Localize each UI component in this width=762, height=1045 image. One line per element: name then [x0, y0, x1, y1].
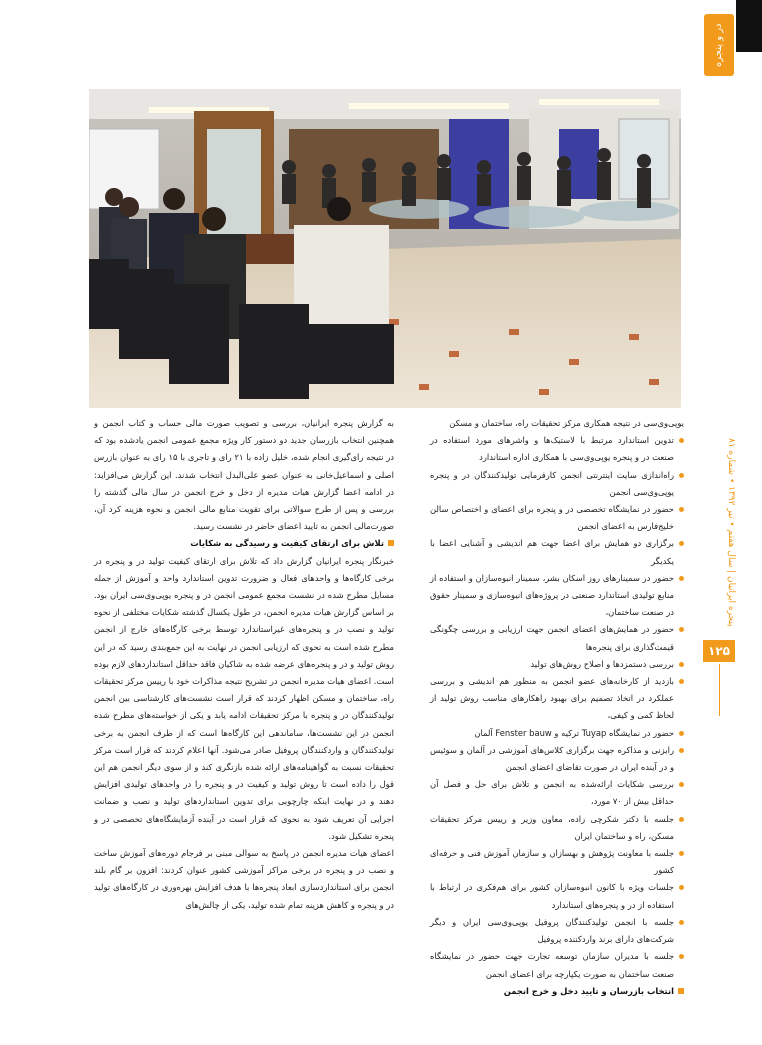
- running-title: پنجره ایرانیان | سال هفتم • تیر ۱۳۹۲ • شماره ۸۱: [726, 438, 736, 627]
- paragraph: خبرنگار پنجره ایرانیان گزارش داد که تلاش برای ارتقای کیفیت تولید در و پنجره در برخی کارگاه‌ها و واحدهای فعال و ضرورت تدوین استاندارد واحد و آموزش از جمله مسایل مطرح شده در نشست مجمع عمومی انجمن در و پنجره یوپی‌وی‌سی ایران بود. بر اساس گزارش هیات مدیره انجمن، در طول یکسال گذشته شکایات مختلفی از نحوه تولید و نصب در و پنجره‌های غیراستاندارد توسط برخی کارگاه‌های خارج از انجمن مطرح شده است به نحوی که ارزیابی انجمن در نهایت به این جمع‌بندی رسید که در این روش تولید و در و پنجره‌های عرضه شده به شاکیان فاقد حداقل استانداردهای لازم بوده است. اعضای هیات مدیره انجمن در تشریح نتیجه مذاکرات خود با رییس مرکز تحقیقات راه، ساختمان و مسکن اظهار کردند که قرار است نشست‌های کارشناسی بین انجمن تولیدکنندگان در و پنجره با مرکز تحقیقات ادامه یابد و یکی از خواسته‌های مطرح شده انجمن در این نشست‌ها، ساماندهی این کارگاه‌ها است که از طرف انجمن به برخی تولیدکنندگان و واردکنندگان پروفیل صادر می‌شود. آنها اعلام کردند که قرار است مرکز تحقیقات نسبت به گواهینامه‌های ارائه شده بازنگری کند و از سوی دیگر انجمن هم این قول را داده است تا روش تولید و کیفیت در و پنجره را در واحدهای تولیدی افزایش دهند و در نهایت اینکه چارچوبی برای تدوین استانداردهای تولید و نصب و ضمانت اجرایی آن تعریف شود به نحوی که قرار است در آینده آزمایشگاه‌های تخصصی در و پنجره تشکیل شود.: [94, 555, 394, 841]
- paragraph: به گزارش پنجره ایرانیان، بررسی و تصویب صورت مالی حساب و کتاب انجمن و همچنین انتخاب بازرسان جدید دو دستور کار ویژه مجمع عمومی انجمن یادشده بود که در نتیجه رای‌گیری انجام شده، خلیل زاده با ۲۱ رای و تاجری با ۱۵ رای به عنوان بازرس اصلی و اسماعیل‌خانی به عنوان عضو علی‌البدل انتخاب شدند. این گزارش می‌افزاید: در ادامه اعضا گزارش هیات مدیره از دخل و خرج انجمن در سال مالی گذشته را بررسی و پس از طرح سوالاتی برای تقویت منابع مالی انجمن و نحوه هزینه کرد آن، صورت‌مالی انجمن به تایید اعضای حاضر در نشست رسید.: [94, 418, 395, 532]
- meeting-photo-illustration: [89, 89, 681, 408]
- list-item: جلسه با دکتر شکرچی زاده، معاون وزیر و رییس مرکز تحقیقات مسکن، راه و ساختمان ایران: [430, 811, 684, 845]
- article-column-left: [94, 415, 394, 914]
- page-rule: [719, 664, 720, 716]
- column-intro: یوپی‌وی‌سی در نتیجه همکاری مرکز تحقیقات راه، ساختمان و مسکن: [449, 418, 684, 428]
- list-item: بازدید از کارخانه‌های عضو انجمن به منظور هم اندیشی و بررسی عملکرد در اتخاذ تصمیم برای بهبود راهکارهای مناسب روش تولید از لحاظ کمی و کیفی،: [430, 673, 684, 725]
- list-item: حضور در نمایشگاه تخصصی در و پنجره برای اعضای و اختصاص سالن خلیج‌فارس به اعضای انجمن: [430, 501, 684, 535]
- list-item: راه‌اندازی سایت اینترنتی انجمن کارفرمایی تولیدکنندگان در و پنجره یوپی‌وی‌سی انجمن: [430, 467, 684, 501]
- list-item: جلسه با انجمن تولیدکنندگان پروفیل یوپی‌وی‌سی ایران و دیگر شرکت‌های دارای برند واردکننده پروفیل: [430, 914, 684, 948]
- corner-black-bar: [736, 0, 762, 52]
- list-item: جلسات ویژه با کانون انبوه‌سازان کشور برای هم‌فکری در ارتباط با استفاده از در و پنجره‌های استاندارد: [430, 879, 684, 913]
- list-item: جلسه با مدیران سازمان توسعه تجارت جهت حضور در نمایشگاه صنعت ساختمان به صورت یکپارچه برای اعضای انجمن: [430, 948, 684, 982]
- list-item: رایزنی و مذاکره جهت برگزاری کلاس‌های آموزشی در آلمان و سوئیس و در آینده ایران در صورت تقاضای اعضای انجمن: [430, 742, 684, 776]
- list-item: برگزاری دو همایش برای اعضا جهت هم اندیشی و آشنایی اعضا با یکدیگر: [430, 535, 684, 569]
- meeting-photo: [89, 89, 681, 408]
- list-item: حضور در نمایشگاه Tuyap ترکیه و Fenster bauw آلمان: [430, 725, 684, 742]
- paragraph: اعضای هیات مدیره انجمن در پاسخ به سوالی مبنی بر فرجام دوره‌های آموزش ساخت و نصب در و پنجره در برخی مراکز آموزشی کشور عنوان کردند: افزون بر گام بلند انجمن برای استانداردسازی ابعاد پنجره‌ها با هدف افزایش بهره‌وری در کارگاه‌های تولید در و پنجره و کاهش هزینه تمام شده تولید، یکی از چالش‌های: [94, 848, 394, 910]
- article-column-right: [430, 415, 684, 1000]
- list-item: حضور در سمینارهای روز اسکان بشر، سمینار انبوه‌سازان و استفاده از منابع تولیدی استاندارد صنعتی در پروژه‌های انبوه‌سازی و سمینار حقوق در صنعت ساختمان،: [430, 570, 684, 622]
- section-heading: تلاش برای ارتقای کیفیت و رسیدگی به شکایات: [94, 535, 394, 552]
- page-number: ۱۲۵: [703, 640, 735, 662]
- section-tab: در و پنجره: [704, 14, 734, 76]
- list-item: تدوین استاندارد مرتبط با لاستیک‌ها و واشرهای مورد استفاده در صنعت در و پنجره یوپی‌وی‌سی با همکاری اداره استاندارد: [430, 432, 684, 466]
- list-item: حضور در همایش‌های اعضای انجمن جهت ارزیابی و بررسی چگونگی قیمت‌گذاری برای پنجره‌ها: [430, 621, 684, 655]
- list-item: بررسی شکایات ارائه‌شده به انجمن و تلاش برای حل و فصل آن حداقل بیش از ۷۰ مورد،: [430, 776, 684, 810]
- list-item: بررسی دستمزدها و اصلاح روش‌های تولید: [430, 656, 684, 673]
- section-heading: انتخاب بازرسان و تایید دخل و خرج انجمن: [430, 983, 684, 1000]
- list-item: جلسه با معاونت پژوهش و بهسازان و سازمان آموزش فنی و حرفه‌ای کشور: [430, 845, 684, 879]
